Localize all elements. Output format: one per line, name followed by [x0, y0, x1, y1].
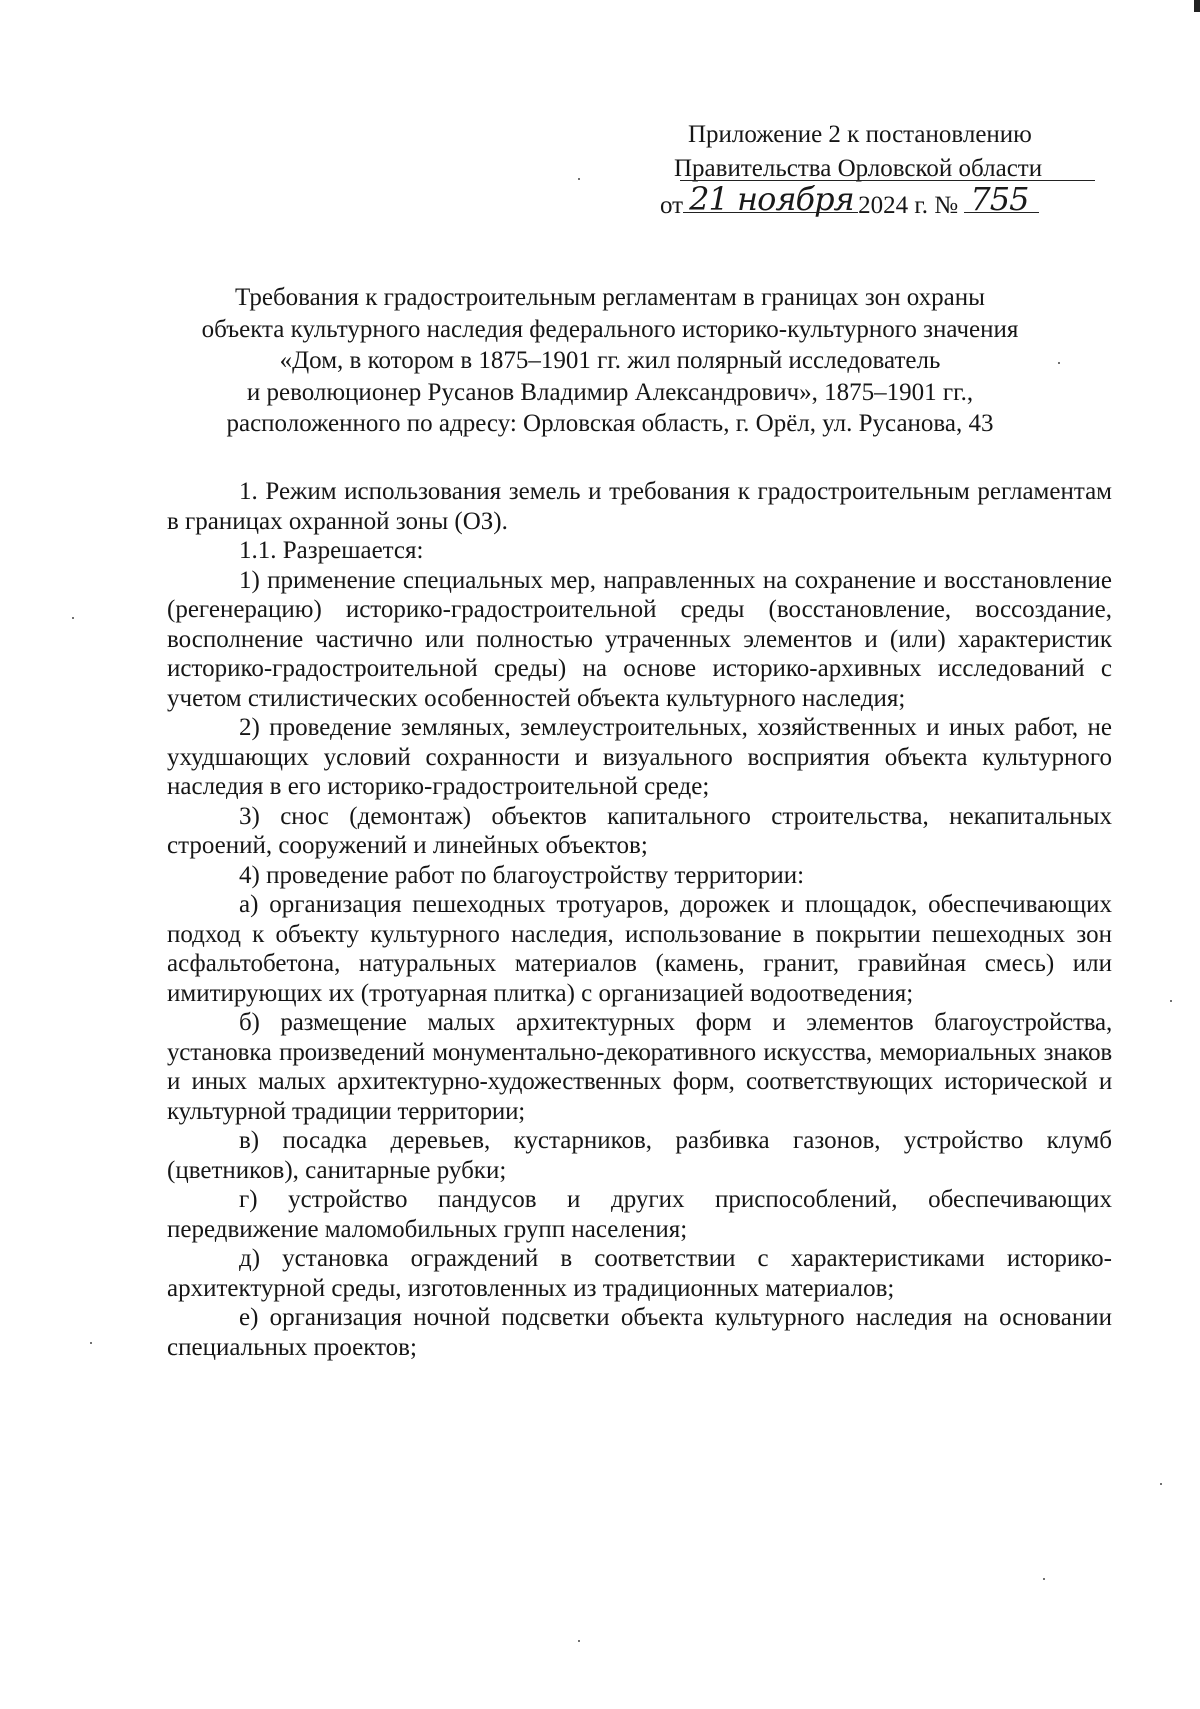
appendix-header-government: Правительства Орловской области: [674, 155, 1043, 182]
title-line-1: Требования к градостроительным регламентам в границах зон охраны: [235, 284, 985, 311]
scan-speck: [1058, 362, 1060, 364]
title-line-4: и революционер Русанов Владимир Александрович», 1875–1901 гг.,: [246, 378, 974, 406]
appendix-header-line-1: Приложение 2 к постановлению: [688, 121, 1032, 148]
scan-speck: [578, 1640, 580, 1642]
paragraph-1-1-allowed: 1.1. Разрешается:: [239, 537, 424, 564]
appendix-header: [660, 118, 1100, 223]
paragraph-item-v: в) посадка деревьев, кустарников, разбивка газонов, устройство клумб (цветников), санитарные рубки;: [167, 1127, 1112, 1184]
scan-speck: [1043, 1578, 1045, 1580]
scan-speck: [90, 1342, 92, 1344]
title-line-2: объекта культурного наследия федерального историко-культурного значения: [201, 315, 1019, 343]
scan-speck: [72, 617, 74, 619]
date-field: [683, 180, 858, 218]
year-and-number-label: 2024 г. №: [858, 192, 959, 219]
handwritten-date: 21 ноября: [689, 180, 854, 218]
scan-corner-mark: [1194, 0, 1200, 12]
title-line-3: «Дом, в котором в 1875–1901 гг. жил полярный исследователь: [279, 347, 941, 374]
paragraph-item-4: 4) проведение работ по благоустройству территории:: [239, 861, 805, 889]
handwritten-number: 755: [970, 180, 1029, 218]
paragraph-item-3: 3) снос (демонтаж) объектов капитального строительства, некапитальных строений, сооружений и линейных объектов;: [167, 802, 1112, 859]
paragraph-item-a: а) организация пешеходных тротуаров, дорожек и площадок, обеспечивающих подход к объекту культурного наследия, использование в покрытии пешеходных зон асфальтобетона, натуральных материалов (камень, гранит, гравийная смесь) или имитирующих их (тротуарная плитка) с организацией водоотведения;: [167, 891, 1112, 1007]
paragraph-item-d: д) установка ограждений в соответствии с характеристиками историко-архитектурной среды, изготовленных из традиционных материалов;: [167, 1245, 1112, 1302]
scan-speck: [578, 178, 580, 180]
title-line-5: расположенного по адресу: Орловская область, г. Орёл, ул. Русанова, 43: [226, 410, 994, 437]
paragraph-item-b: б) размещение малых архитектурных форм и элементов благоустройства, установка произведений монументально-декоративного искусства, мемориальных знаков и иных малых архитектурно-художественных форм, соответствующих исторической и культурной традиции территории;: [167, 1009, 1112, 1125]
scan-speck: [1160, 1483, 1162, 1485]
number-field: [964, 180, 1039, 218]
paragraph-item-1: 1) применение специальных мер, направленных на сохранение и восстановление (регенерацию) историко-градостроительной среды (восстановление, воссоздание, восполнение частично или полностью утраченных элементов и (или) характеристик историко-градостроительной среды) на основе историко-архивных исследований с учетом стилистических особенностей объекта культурного наследия;: [167, 566, 1112, 712]
scan-speck: [1170, 1000, 1172, 1002]
paragraph-section-1: 1. Режим использования земель и требования к градостроительным регламентам в границах охранной зоны (ОЗ).: [167, 478, 1112, 535]
document-title: [130, 282, 1090, 440]
paragraph-item-g: г) устройство пандусов и других приспособлений, обеспечивающих передвижение маломобильных групп населения;: [167, 1186, 1112, 1243]
document-body: [167, 477, 1112, 1362]
paragraph-item-e: е) организация ночной подсветки объекта культурного наследия на основании специальных проектов;: [167, 1304, 1112, 1361]
appendix-header-date-line: [660, 180, 1100, 223]
date-prefix: от: [660, 192, 684, 219]
paragraph-item-2: 2) проведение земляных, землеустроительных, хозяйственных и иных работ, не ухудшающих условий сохранности и визуального восприятия объекта культурного наследия в его историко-градостроительной среде;: [167, 714, 1112, 800]
